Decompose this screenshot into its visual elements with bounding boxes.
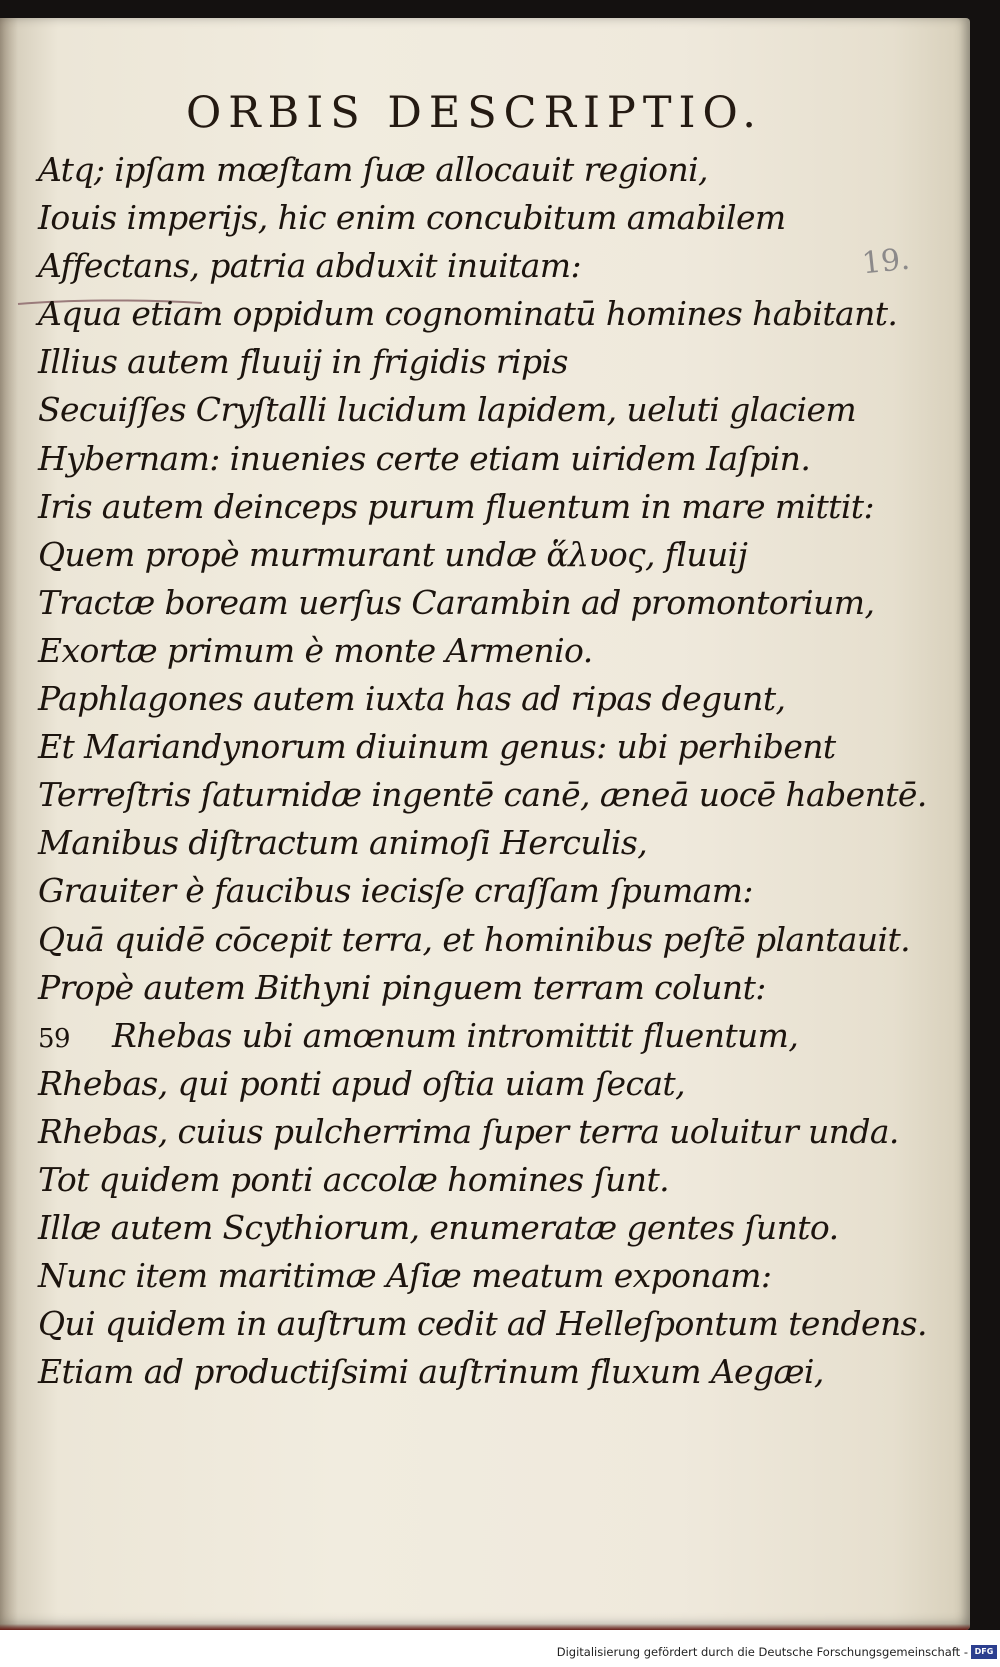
text-line [38, 1060, 838, 1108]
text-line-content: Qui quidem in auſtrum cedit ad Helleſpontum tendens. [38, 1304, 927, 1344]
text-line [38, 819, 838, 867]
text-line-content: Rhebas, qui ponti apud oſtia uiam ſecat, [38, 1063, 685, 1103]
text-line [38, 675, 838, 723]
text-line [38, 194, 838, 242]
text-line-content: Terreſtris ſaturnidæ ingentē canē, æneā uocē habentē. [38, 775, 927, 815]
margin-line-number: 59 [38, 1023, 70, 1054]
text-line-content: Iouis imperijs, hic enim concubitum amabilem [38, 198, 786, 238]
text-line-content: Affectans, patria abduxit inuitam: [38, 246, 582, 286]
gutter-shadow [0, 18, 18, 1630]
text-line-content: Exortæ primum è monte Armenio. [38, 630, 593, 670]
text-line [38, 627, 838, 675]
text-line-content: Illæ autem Scythiorum, enumeratæ gentes ſunto. [38, 1208, 839, 1248]
text-line [38, 867, 838, 915]
text-line-content: Quem propè murmurant undæ ἅλυος, fluuij [38, 534, 748, 574]
text-line-content: Paphlagones autem iuxta has ad ripas degunt, [38, 679, 786, 719]
text-line-content: Hybernam: inuenies certe etiam uiridem Iaſpin. [38, 438, 811, 478]
text-line [38, 146, 838, 194]
folio-annotation: 19. [860, 241, 912, 282]
text-line [38, 242, 838, 290]
text-line-content: Rhebas ubi amœnum intromittit fluentum, [112, 1015, 799, 1055]
footer-credit: Digitalisierung gefördert durch die Deutsche Forschungsgemeinschaft - [556, 1645, 968, 1659]
text-line [38, 338, 838, 386]
text-line [38, 964, 838, 1012]
text-line [38, 1204, 838, 1252]
text-line-content: Quā quidē cōcepit terra, et hominibus peſtē plantauit. [38, 919, 911, 959]
book-page [0, 18, 970, 1630]
digitization-footer [0, 1630, 1000, 1667]
text-line-content: Secuiſſes Cryſtalli lucidum lapidem, ueluti glaciem [38, 390, 857, 430]
text-line-content: Et Mariandynorum diuinum genus: ubi perhibent [38, 727, 836, 767]
text-line [38, 290, 898, 338]
text-line [38, 1108, 899, 1156]
dfg-logo: DFG [971, 1645, 997, 1659]
text-line-content: Iris autem deinceps purum fluentum in mare mittit: [38, 486, 874, 526]
text-line-content: Aqua etiam oppidum cognominatū homines habitant. [38, 294, 898, 334]
text-line [38, 1348, 838, 1396]
text-line [38, 771, 927, 819]
text-line [38, 579, 875, 627]
text-line [38, 531, 838, 579]
page-header: ORBIS DESCRIPTIO. [186, 88, 763, 138]
text-line [38, 1156, 838, 1204]
text-line [38, 483, 874, 531]
text-line [38, 1252, 838, 1300]
text-line [38, 435, 838, 483]
text-line-content: Tot quidem ponti accolæ homines ſunt. [38, 1159, 670, 1199]
text-line-content: Grauiter è faucibus iecisſe craſſam ſpumam: [38, 871, 753, 911]
text-line-content: Tractæ boream uerſus Carambin ad promontorium, [38, 582, 875, 622]
text-line-content: Rhebas, cuius pulcherrima ſuper terra uoluitur unda. [38, 1111, 899, 1151]
text-line-content: Manibus diſtractum animoſi Herculis, [38, 823, 648, 863]
text-line [38, 1012, 838, 1060]
text-line-content: Etiam ad productiſsimi auſtrinum fluxum Aegæi, [38, 1352, 824, 1392]
text-line-content: Nunc item maritimæ Aſiæ meatum exponam: [38, 1256, 772, 1296]
text-line [38, 723, 838, 771]
text-line-content: Propè autem Bithyni pinguem terram colunt: [38, 967, 766, 1007]
text-line [38, 386, 857, 434]
text-line [38, 916, 911, 964]
text-line-content: Illius autem fluuij in frigidis ripis [38, 342, 568, 382]
text-line-content: Atq; ipſam mœſtam ſuæ allocauit regioni, [38, 150, 708, 189]
text-line [38, 1300, 927, 1348]
